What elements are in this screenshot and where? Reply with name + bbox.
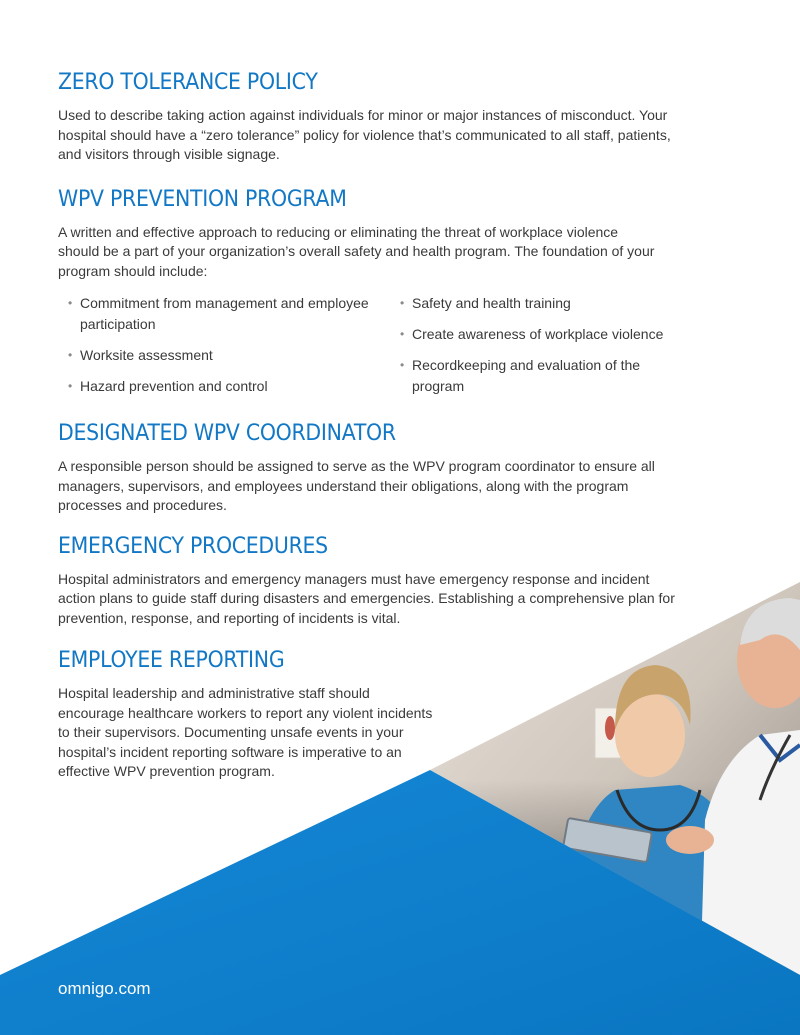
list-item: • Recordkeeping and evaluation of the program [400, 357, 641, 394]
coordinator-section [58, 419, 698, 516]
footer-website-link[interactable]: omnigo.com [58, 979, 151, 998]
list-item: • Safety and health training [390, 293, 690, 314]
list-item: • Worksite assessment [58, 345, 378, 366]
zero-tolerance-heading: ZERO TOLERANCE POLICY [58, 70, 318, 95]
emergency-body: Hospital administrators and emergency managers must have emergency response and incident action plans to guide staff during disasters and emergencies. Establishing a comprehensive plan for prevention, response, and reporting of incidents is vital. [58, 570, 675, 626]
wpv-program-body: A written and effective approach to reducing or eliminating the threat of workplace violence should be a part of your organization’s overall safety and health program. The foundation of your program should include: [58, 223, 655, 279]
bullet-icon: • [68, 296, 73, 310]
emergency-heading: EMERGENCY PROCEDURES [58, 533, 328, 559]
coordinator-body: A responsible person should be assigned to serve as the WPV program coordinator to ensure all managers, supervisors, and employees understand their obligations, along with the program processes and procedures. [58, 458, 655, 513]
bullet-icon: • [400, 358, 405, 372]
bullet-icon: • [68, 379, 73, 393]
bullet-icon: • [68, 348, 73, 362]
list-item: • Commitment from management and employee participation [68, 295, 369, 332]
coordinator-heading: DESIGNATED WPV COORDINATOR [58, 421, 396, 446]
emergency-section [58, 532, 698, 629]
wpv-program-heading: WPV PREVENTION PROGRAM [58, 186, 347, 212]
zero-tolerance-body: Used to describe taking action against individuals for minor or major instances of misconduct. Your hospital should have a “zero tolerance” policy for violence that’s communicated to all staff, patients, and visitors through visible signage. [58, 107, 671, 162]
list-item: • Create awareness of workplace violence [390, 324, 690, 345]
bullet-list-right [390, 293, 690, 407]
reporting-heading: EMPLOYEE REPORTING [58, 648, 285, 673]
bullet-icon: • [400, 296, 405, 310]
main-content [58, 68, 698, 782]
wpv-program-bullets [58, 293, 698, 407]
bullet-list-left [58, 293, 378, 407]
list-item: • Hazard prevention and control [58, 376, 378, 397]
reporting-body: Hospital leadership and administrative staff should encourage healthcare workers to report any violent incidents to their supervisors. Documenting unsafe events in your hospital’s incident reporting software is imperative to an effective WPV prevention program. [58, 685, 433, 779]
wpv-program-section [58, 185, 698, 408]
reporting-section [58, 646, 698, 782]
bullet-icon: • [400, 327, 405, 341]
zero-tolerance-section [58, 68, 698, 165]
